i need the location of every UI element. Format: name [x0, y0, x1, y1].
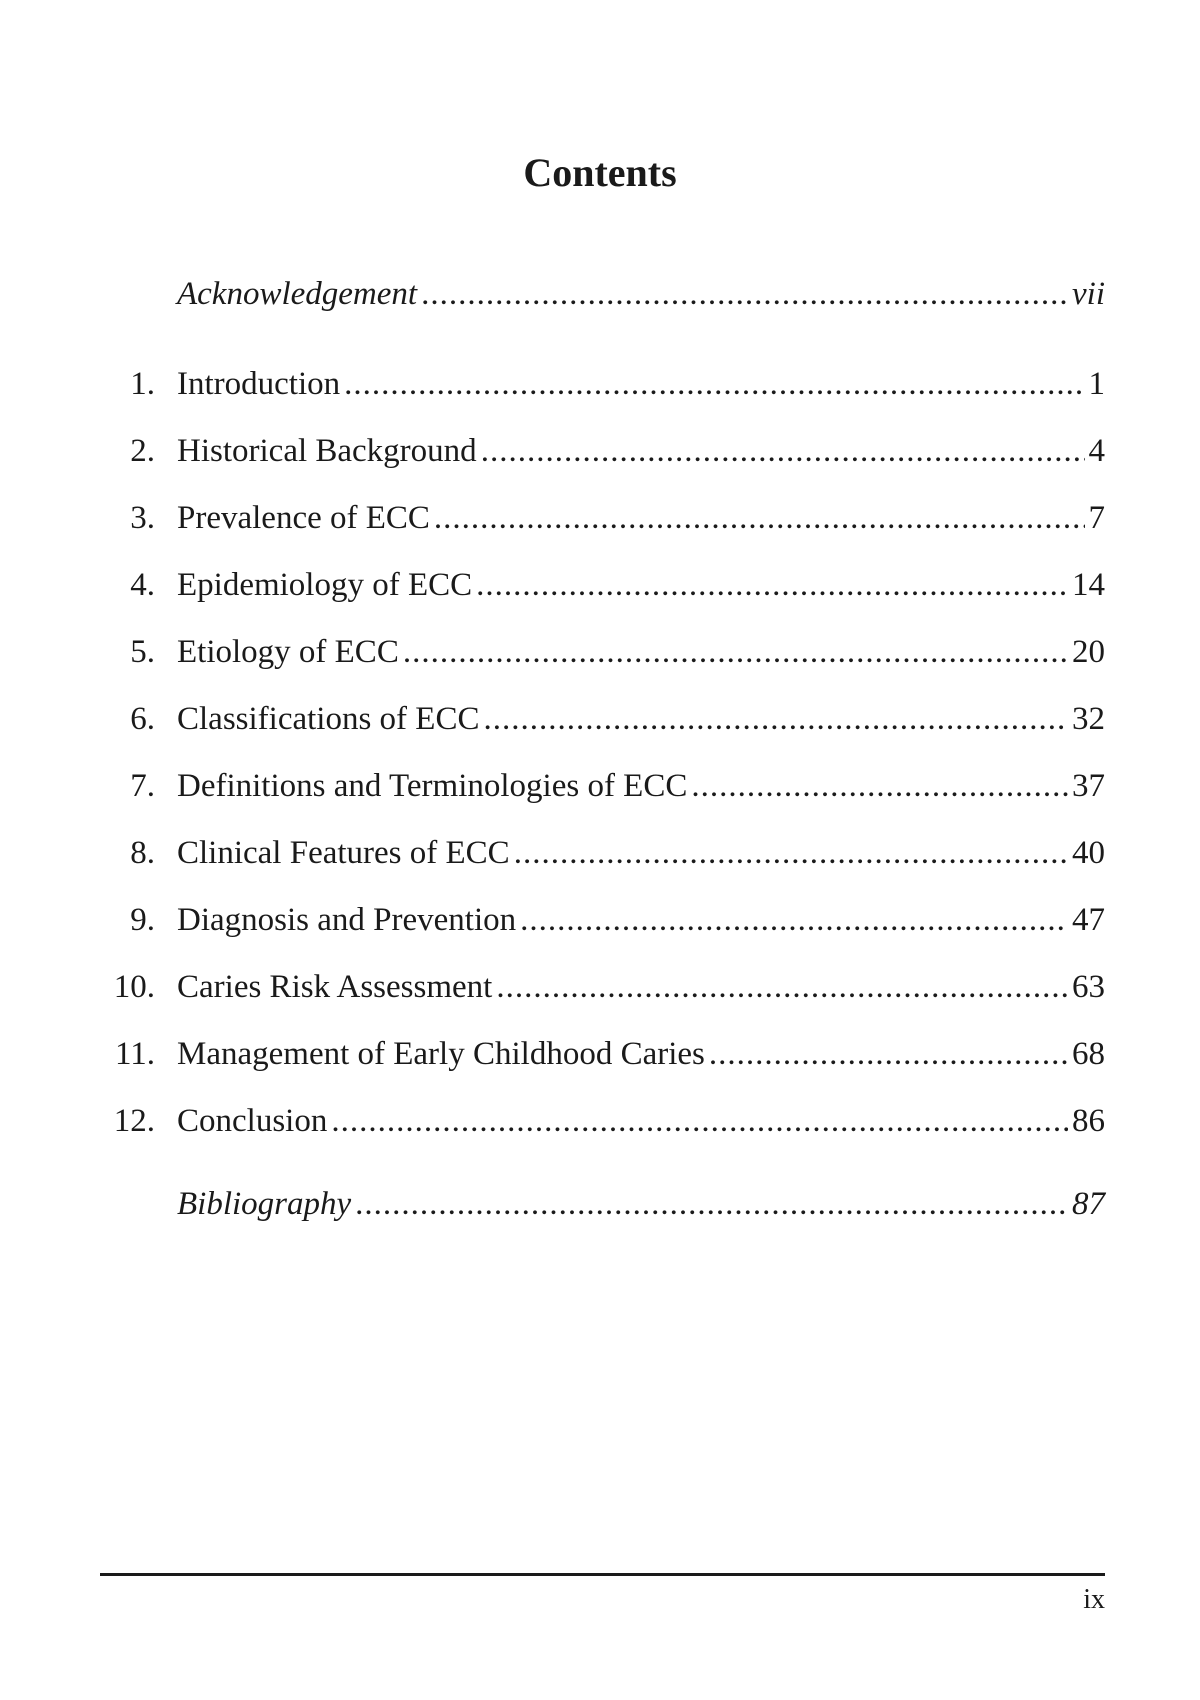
dot-leader — [691, 764, 1068, 808]
toc-entry-page: 86 — [1072, 1103, 1105, 1139]
toc-entry-title: Epidemiology of ECC — [177, 567, 473, 603]
dot-leader — [481, 429, 1085, 473]
toc-entry-number: 2. — [130, 433, 155, 469]
dot-leader — [434, 496, 1085, 540]
toc-entry-page: 32 — [1072, 701, 1105, 737]
toc-entry-number: 1. — [130, 366, 155, 402]
toc-entry-title: Bibliography — [177, 1186, 352, 1222]
toc-entry-number: 9. — [130, 902, 155, 938]
toc-entry-page: 37 — [1072, 768, 1105, 804]
toc-entry-chapter-11[interactable] — [100, 1032, 1105, 1076]
toc-entry-chapter-3[interactable] — [100, 496, 1105, 540]
toc-entry-title: Definitions and Terminologies of ECC — [177, 768, 688, 804]
page-number: ix — [1083, 1584, 1105, 1615]
toc-entry-chapter-2[interactable] — [100, 429, 1105, 473]
dot-leader — [483, 697, 1068, 741]
toc-entry-chapter-5[interactable] — [100, 630, 1105, 674]
dot-leader — [709, 1032, 1068, 1076]
dot-leader — [476, 563, 1068, 607]
toc-entry-page: 40 — [1072, 835, 1105, 871]
toc-entry-title: Acknowledgement — [177, 276, 418, 312]
toc-entry-chapter-10[interactable] — [100, 965, 1105, 1009]
toc-entry-number: 5. — [130, 634, 155, 670]
dot-leader — [331, 1099, 1068, 1143]
toc-entry-number: 3. — [130, 500, 155, 536]
toc-entry-number: 11. — [114, 1036, 155, 1072]
toc-entry-title: Management of Early Childhood Caries — [177, 1036, 705, 1072]
toc-entry-number: 7. — [130, 768, 155, 804]
toc-entry-title: Diagnosis and Prevention — [177, 902, 517, 938]
toc-entry-chapter-1[interactable] — [100, 362, 1105, 406]
dot-leader — [496, 965, 1068, 1009]
toc-entry-title: Classifications of ECC — [177, 701, 480, 737]
toc-entry-page: 68 — [1072, 1036, 1105, 1072]
toc-entry-acknowledgement[interactable] — [100, 272, 1105, 316]
toc-entry-number: 8. — [130, 835, 155, 871]
toc-entry-page: vii — [1072, 276, 1105, 312]
dot-leader — [355, 1182, 1068, 1226]
toc-entry-page: 63 — [1072, 969, 1105, 1005]
dot-leader — [403, 630, 1068, 674]
toc-entry-chapter-6[interactable] — [100, 697, 1105, 741]
toc-entry-page: 47 — [1072, 902, 1105, 938]
toc-entry-page: 14 — [1072, 567, 1105, 603]
toc-entry-number: 10. — [113, 969, 155, 1005]
toc-entry-page: 20 — [1072, 634, 1105, 670]
toc-entry-title: Clinical Features of ECC — [177, 835, 510, 871]
toc-entry-chapter-8[interactable] — [100, 831, 1105, 875]
dot-leader — [344, 362, 1084, 406]
dot-leader — [421, 272, 1068, 316]
dot-leader — [520, 898, 1068, 942]
toc-entry-chapter-7[interactable] — [100, 764, 1105, 808]
toc-entry-chapter-9[interactable] — [100, 898, 1105, 942]
toc-entry-title: Conclusion — [177, 1103, 328, 1139]
toc-entry-title: Etiology of ECC — [177, 634, 399, 670]
toc-entry-number: 12. — [113, 1103, 155, 1139]
toc-entry-title: Caries Risk Assessment — [177, 969, 493, 1005]
toc-entry-chapter-4[interactable] — [100, 563, 1105, 607]
toc-entry-page: 4 — [1088, 433, 1105, 469]
toc-entry-chapter-12[interactable] — [100, 1099, 1105, 1143]
page-title: Contents — [523, 150, 677, 195]
toc-entry-page: 87 — [1072, 1186, 1105, 1222]
footer-rule — [100, 1573, 1105, 1576]
toc-entry-title: Introduction — [177, 366, 341, 402]
toc-entry-title: Prevalence of ECC — [177, 500, 430, 536]
toc-entry-bibliography[interactable] — [100, 1182, 1105, 1226]
dot-leader — [514, 831, 1068, 875]
toc-entry-page: 1 — [1088, 366, 1105, 402]
toc-entry-page: 7 — [1088, 500, 1105, 536]
toc-entry-number: 4. — [130, 567, 155, 603]
toc-entry-title: Historical Background — [177, 433, 477, 469]
toc-entry-number: 6. — [130, 701, 155, 737]
